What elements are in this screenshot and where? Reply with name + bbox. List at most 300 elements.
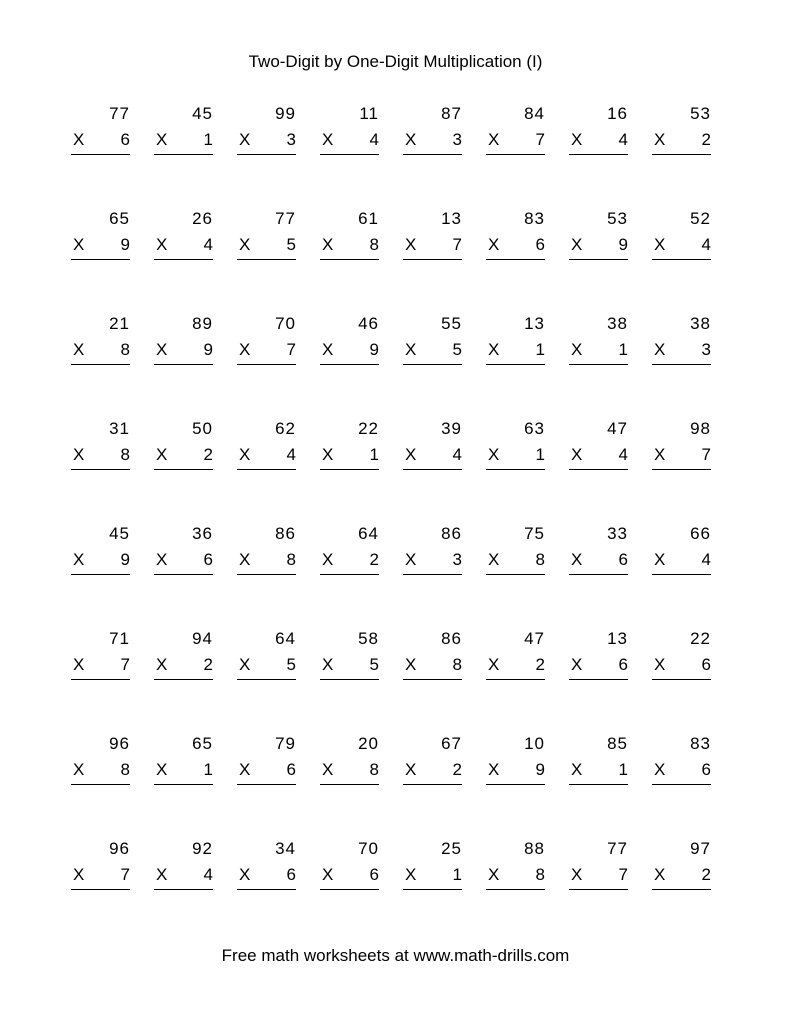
multiplicand: 99 <box>275 104 296 123</box>
problem-cell <box>486 419 545 524</box>
multiplier: 9 <box>369 340 379 359</box>
answer-line <box>403 469 462 470</box>
answer-line <box>486 784 545 785</box>
worksheet-title: Two-Digit by One-Digit Multiplication (I) <box>248 52 543 71</box>
problem-cell <box>154 524 213 629</box>
multiplicand: 75 <box>524 524 545 543</box>
multiply-sign: X <box>73 235 85 254</box>
multiplicand: 25 <box>441 839 462 858</box>
multiplicand: 87 <box>441 104 462 123</box>
multiplier: 1 <box>203 760 213 779</box>
answer-line <box>154 574 213 575</box>
multiplier: 1 <box>369 445 379 464</box>
multiplier: 7 <box>618 865 628 884</box>
problem-cell <box>403 314 462 419</box>
multiplier: 9 <box>120 235 130 254</box>
multiplier: 6 <box>286 865 296 884</box>
multiplier: 6 <box>618 550 628 569</box>
answer-line <box>486 889 545 890</box>
multiplier: 1 <box>618 340 628 359</box>
answer-line <box>652 469 711 470</box>
problem-cell <box>403 209 462 314</box>
multiplicand: 10 <box>524 734 545 753</box>
multiplicand: 22 <box>358 419 379 438</box>
problem-cell <box>237 209 296 314</box>
multiplicand: 13 <box>441 209 462 228</box>
answer-line <box>486 679 545 680</box>
multiply-sign: X <box>654 445 666 464</box>
problem-cell <box>486 734 545 839</box>
multiplicand: 77 <box>275 209 296 228</box>
multiplicand: 39 <box>441 419 462 438</box>
multiplicand: 77 <box>109 104 130 123</box>
problem-cell <box>569 314 628 419</box>
answer-line <box>403 154 462 155</box>
answer-line <box>154 154 213 155</box>
answer-line <box>569 364 628 365</box>
multiplicand: 64 <box>358 524 379 543</box>
multiplicand: 70 <box>358 839 379 858</box>
multiplicand: 64 <box>275 629 296 648</box>
multiplicand: 70 <box>275 314 296 333</box>
multiplicand: 86 <box>275 524 296 543</box>
multiplier: 1 <box>452 865 462 884</box>
answer-line <box>403 259 462 260</box>
multiplicand: 26 <box>192 209 213 228</box>
multiply-sign: X <box>571 655 583 674</box>
problem-cell <box>652 629 711 734</box>
problem-cell <box>237 104 296 209</box>
multiplier: 6 <box>120 130 130 149</box>
multiplicand: 58 <box>358 629 379 648</box>
problem-cell <box>71 629 130 734</box>
multiplier: 4 <box>203 235 213 254</box>
multiplicand: 20 <box>358 734 379 753</box>
multiplier: 6 <box>535 235 545 254</box>
multiplier: 4 <box>701 235 711 254</box>
multiplier: 7 <box>286 340 296 359</box>
problem-cell <box>320 734 379 839</box>
multiply-sign: X <box>488 550 500 569</box>
multiply-sign: X <box>571 340 583 359</box>
multiplier: 4 <box>203 865 213 884</box>
problem-cell <box>320 314 379 419</box>
answer-line <box>71 679 130 680</box>
multiply-sign: X <box>239 865 251 884</box>
answer-line <box>486 259 545 260</box>
multiplicand: 36 <box>192 524 213 543</box>
answer-line <box>71 259 130 260</box>
problem-grid <box>71 104 735 944</box>
multiplier: 8 <box>452 655 462 674</box>
multiply-sign: X <box>571 235 583 254</box>
multiply-sign: X <box>571 865 583 884</box>
multiplicand: 33 <box>607 524 628 543</box>
answer-line <box>320 574 379 575</box>
answer-line <box>154 259 213 260</box>
answer-line <box>320 259 379 260</box>
problem-cell <box>486 629 545 734</box>
problem-cell <box>320 419 379 524</box>
multiply-sign: X <box>405 760 417 779</box>
answer-line <box>320 889 379 890</box>
multiply-sign: X <box>405 655 417 674</box>
problem-cell <box>652 314 711 419</box>
multiply-sign: X <box>239 130 251 149</box>
problem-cell <box>154 419 213 524</box>
answer-line <box>71 469 130 470</box>
multiplicand: 84 <box>524 104 545 123</box>
multiplier: 9 <box>618 235 628 254</box>
multiplier: 7 <box>120 865 130 884</box>
problem-cell <box>652 734 711 839</box>
problem-cell <box>320 524 379 629</box>
multiply-sign: X <box>156 130 168 149</box>
multiplicand: 96 <box>109 734 130 753</box>
multiplicand: 53 <box>690 104 711 123</box>
multiply-sign: X <box>156 760 168 779</box>
answer-line <box>320 469 379 470</box>
problem-cell <box>71 209 130 314</box>
multiplier: 1 <box>203 130 213 149</box>
answer-line <box>486 574 545 575</box>
multiply-sign: X <box>322 760 334 779</box>
multiply-sign: X <box>322 550 334 569</box>
multiplicand: 86 <box>441 524 462 543</box>
multiplicand: 88 <box>524 839 545 858</box>
answer-line <box>154 469 213 470</box>
problem-cell <box>652 209 711 314</box>
multiplier: 6 <box>369 865 379 884</box>
worksheet-footer: Free math worksheets at www.math-drills.com <box>221 946 570 965</box>
multiplier: 7 <box>120 655 130 674</box>
multiplicand: 94 <box>192 629 213 648</box>
multiplier: 6 <box>618 655 628 674</box>
multiplicand: 61 <box>358 209 379 228</box>
problem-cell <box>71 419 130 524</box>
multiplicand: 71 <box>109 629 130 648</box>
multiplier: 3 <box>452 130 462 149</box>
problem-cell <box>237 314 296 419</box>
multiply-sign: X <box>322 865 334 884</box>
multiplier: 8 <box>535 865 545 884</box>
problem-cell <box>71 839 130 944</box>
multiply-sign: X <box>322 445 334 464</box>
multiplier: 5 <box>452 340 462 359</box>
problem-cell <box>237 629 296 734</box>
problem-cell <box>486 104 545 209</box>
problem-cell <box>486 314 545 419</box>
answer-line <box>320 364 379 365</box>
multiply-sign: X <box>156 445 168 464</box>
multiplier: 4 <box>618 445 628 464</box>
problem-cell <box>154 104 213 209</box>
multiplicand: 83 <box>690 734 711 753</box>
multiply-sign: X <box>488 445 500 464</box>
multiply-sign: X <box>405 550 417 569</box>
answer-line <box>237 154 296 155</box>
problem-cell <box>320 104 379 209</box>
multiply-sign: X <box>405 865 417 884</box>
multiply-sign: X <box>654 340 666 359</box>
multiplier: 1 <box>618 760 628 779</box>
multiply-sign: X <box>488 130 500 149</box>
multiplier: 9 <box>120 550 130 569</box>
problem-cell <box>320 839 379 944</box>
multiply-sign: X <box>322 235 334 254</box>
multiply-sign: X <box>322 340 334 359</box>
multiplicand: 65 <box>192 734 213 753</box>
multiplier: 8 <box>120 340 130 359</box>
multiplicand: 21 <box>109 314 130 333</box>
multiplier: 5 <box>286 235 296 254</box>
answer-line <box>71 889 130 890</box>
multiplicand: 83 <box>524 209 545 228</box>
multiply-sign: X <box>488 865 500 884</box>
multiplicand: 53 <box>607 209 628 228</box>
answer-line <box>486 364 545 365</box>
problem-cell <box>486 839 545 944</box>
multiply-sign: X <box>73 130 85 149</box>
answer-line <box>569 469 628 470</box>
multiply-sign: X <box>654 655 666 674</box>
answer-line <box>237 784 296 785</box>
multiplicand: 55 <box>441 314 462 333</box>
multiplier: 6 <box>701 760 711 779</box>
multiplier: 8 <box>120 760 130 779</box>
multiply-sign: X <box>73 445 85 464</box>
multiply-sign: X <box>73 340 85 359</box>
multiplicand: 34 <box>275 839 296 858</box>
multiply-sign: X <box>239 550 251 569</box>
multiply-sign: X <box>156 865 168 884</box>
problem-cell <box>237 734 296 839</box>
multiply-sign: X <box>239 235 251 254</box>
problem-cell <box>71 104 130 209</box>
multiplier: 2 <box>452 760 462 779</box>
problem-cell <box>403 734 462 839</box>
answer-line <box>154 889 213 890</box>
multiply-sign: X <box>156 550 168 569</box>
multiplicand: 62 <box>275 419 296 438</box>
multiplier: 2 <box>701 865 711 884</box>
problem-cell <box>652 524 711 629</box>
multiplicand: 45 <box>109 524 130 543</box>
problem-cell <box>71 734 130 839</box>
multiplicand: 16 <box>607 104 628 123</box>
multiplier: 9 <box>535 760 545 779</box>
multiplier: 7 <box>535 130 545 149</box>
multiply-sign: X <box>73 760 85 779</box>
multiply-sign: X <box>405 130 417 149</box>
answer-line <box>71 784 130 785</box>
multiplicand: 92 <box>192 839 213 858</box>
multiplicand: 52 <box>690 209 711 228</box>
problem-cell <box>154 734 213 839</box>
problem-cell <box>237 524 296 629</box>
multiplicand: 86 <box>441 629 462 648</box>
multiply-sign: X <box>488 340 500 359</box>
answer-line <box>403 784 462 785</box>
multiplier: 2 <box>203 445 213 464</box>
multiplier: 8 <box>369 235 379 254</box>
multiplicand: 13 <box>524 314 545 333</box>
answer-line <box>320 784 379 785</box>
multiplicand: 77 <box>607 839 628 858</box>
problem-cell <box>652 839 711 944</box>
multiplier: 6 <box>203 550 213 569</box>
multiplier: 8 <box>535 550 545 569</box>
multiplicand: 97 <box>690 839 711 858</box>
answer-line <box>569 259 628 260</box>
answer-line <box>237 364 296 365</box>
problem-cell <box>154 839 213 944</box>
multiply-sign: X <box>488 235 500 254</box>
multiplier: 8 <box>120 445 130 464</box>
answer-line <box>403 679 462 680</box>
answer-line <box>154 364 213 365</box>
problem-cell <box>652 104 711 209</box>
problem-cell <box>403 104 462 209</box>
multiply-sign: X <box>488 655 500 674</box>
multiply-sign: X <box>239 655 251 674</box>
multiplicand: 98 <box>690 419 711 438</box>
problem-cell <box>569 629 628 734</box>
problem-cell <box>403 629 462 734</box>
multiplier: 3 <box>701 340 711 359</box>
answer-line <box>237 679 296 680</box>
multiplier: 5 <box>286 655 296 674</box>
answer-line <box>71 574 130 575</box>
multiply-sign: X <box>488 760 500 779</box>
problem-cell <box>237 839 296 944</box>
answer-line <box>320 154 379 155</box>
answer-line <box>652 364 711 365</box>
problem-cell <box>71 314 130 419</box>
problem-cell <box>154 314 213 419</box>
answer-line <box>652 154 711 155</box>
answer-line <box>569 784 628 785</box>
multiplicand: 79 <box>275 734 296 753</box>
multiplier: 3 <box>286 130 296 149</box>
multiply-sign: X <box>654 865 666 884</box>
multiply-sign: X <box>571 550 583 569</box>
multiply-sign: X <box>654 760 666 779</box>
multiplicand: 13 <box>607 629 628 648</box>
multiplicand: 66 <box>690 524 711 543</box>
multiply-sign: X <box>73 550 85 569</box>
answer-line <box>237 259 296 260</box>
problem-cell <box>569 419 628 524</box>
multiplicand: 96 <box>109 839 130 858</box>
multiplicand: 89 <box>192 314 213 333</box>
problem-cell <box>486 209 545 314</box>
multiplicand: 85 <box>607 734 628 753</box>
multiplier: 6 <box>286 760 296 779</box>
multiply-sign: X <box>156 235 168 254</box>
problem-cell <box>403 524 462 629</box>
answer-line <box>486 469 545 470</box>
problem-cell <box>569 104 628 209</box>
multiply-sign: X <box>571 445 583 464</box>
multiplicand: 38 <box>607 314 628 333</box>
problem-cell <box>569 209 628 314</box>
multiplicand: 47 <box>607 419 628 438</box>
multiplier: 7 <box>701 445 711 464</box>
multiplier: 8 <box>369 760 379 779</box>
multiplier: 4 <box>369 130 379 149</box>
problem-cell <box>403 839 462 944</box>
multiply-sign: X <box>654 550 666 569</box>
answer-line <box>403 364 462 365</box>
multiply-sign: X <box>405 445 417 464</box>
answer-line <box>320 679 379 680</box>
answer-line <box>237 469 296 470</box>
answer-line <box>403 574 462 575</box>
multiply-sign: X <box>571 130 583 149</box>
problem-cell <box>486 524 545 629</box>
answer-line <box>71 154 130 155</box>
multiplier: 4 <box>701 550 711 569</box>
multiply-sign: X <box>322 130 334 149</box>
problem-cell <box>154 629 213 734</box>
multiplier: 2 <box>203 655 213 674</box>
multiplier: 8 <box>286 550 296 569</box>
answer-line <box>569 154 628 155</box>
answer-line <box>652 679 711 680</box>
multiplier: 7 <box>452 235 462 254</box>
problem-cell <box>569 524 628 629</box>
answer-line <box>71 364 130 365</box>
multiply-sign: X <box>405 340 417 359</box>
multiply-sign: X <box>73 865 85 884</box>
multiplier: 1 <box>535 340 545 359</box>
problem-cell <box>320 209 379 314</box>
multiplier: 4 <box>452 445 462 464</box>
multiply-sign: X <box>156 655 168 674</box>
multiply-sign: X <box>239 445 251 464</box>
multiplier: 5 <box>369 655 379 674</box>
problem-cell <box>569 839 628 944</box>
multiplier: 9 <box>203 340 213 359</box>
multiply-sign: X <box>322 655 334 674</box>
problem-cell <box>569 734 628 839</box>
answer-line <box>486 154 545 155</box>
multiply-sign: X <box>654 235 666 254</box>
problem-cell <box>71 524 130 629</box>
answer-line <box>652 889 711 890</box>
answer-line <box>569 574 628 575</box>
multiplicand: 31 <box>109 419 130 438</box>
answer-line <box>237 574 296 575</box>
multiplicand: 11 <box>359 104 379 123</box>
multiplier: 2 <box>369 550 379 569</box>
multiplier: 2 <box>701 130 711 149</box>
answer-line <box>652 784 711 785</box>
multiplier: 2 <box>535 655 545 674</box>
answer-line <box>403 889 462 890</box>
problem-cell <box>237 419 296 524</box>
answer-line <box>569 679 628 680</box>
multiplier: 4 <box>618 130 628 149</box>
multiply-sign: X <box>156 340 168 359</box>
answer-line <box>652 259 711 260</box>
problem-cell <box>403 419 462 524</box>
answer-line <box>569 889 628 890</box>
multiply-sign: X <box>405 235 417 254</box>
multiplier: 6 <box>701 655 711 674</box>
answer-line <box>652 574 711 575</box>
